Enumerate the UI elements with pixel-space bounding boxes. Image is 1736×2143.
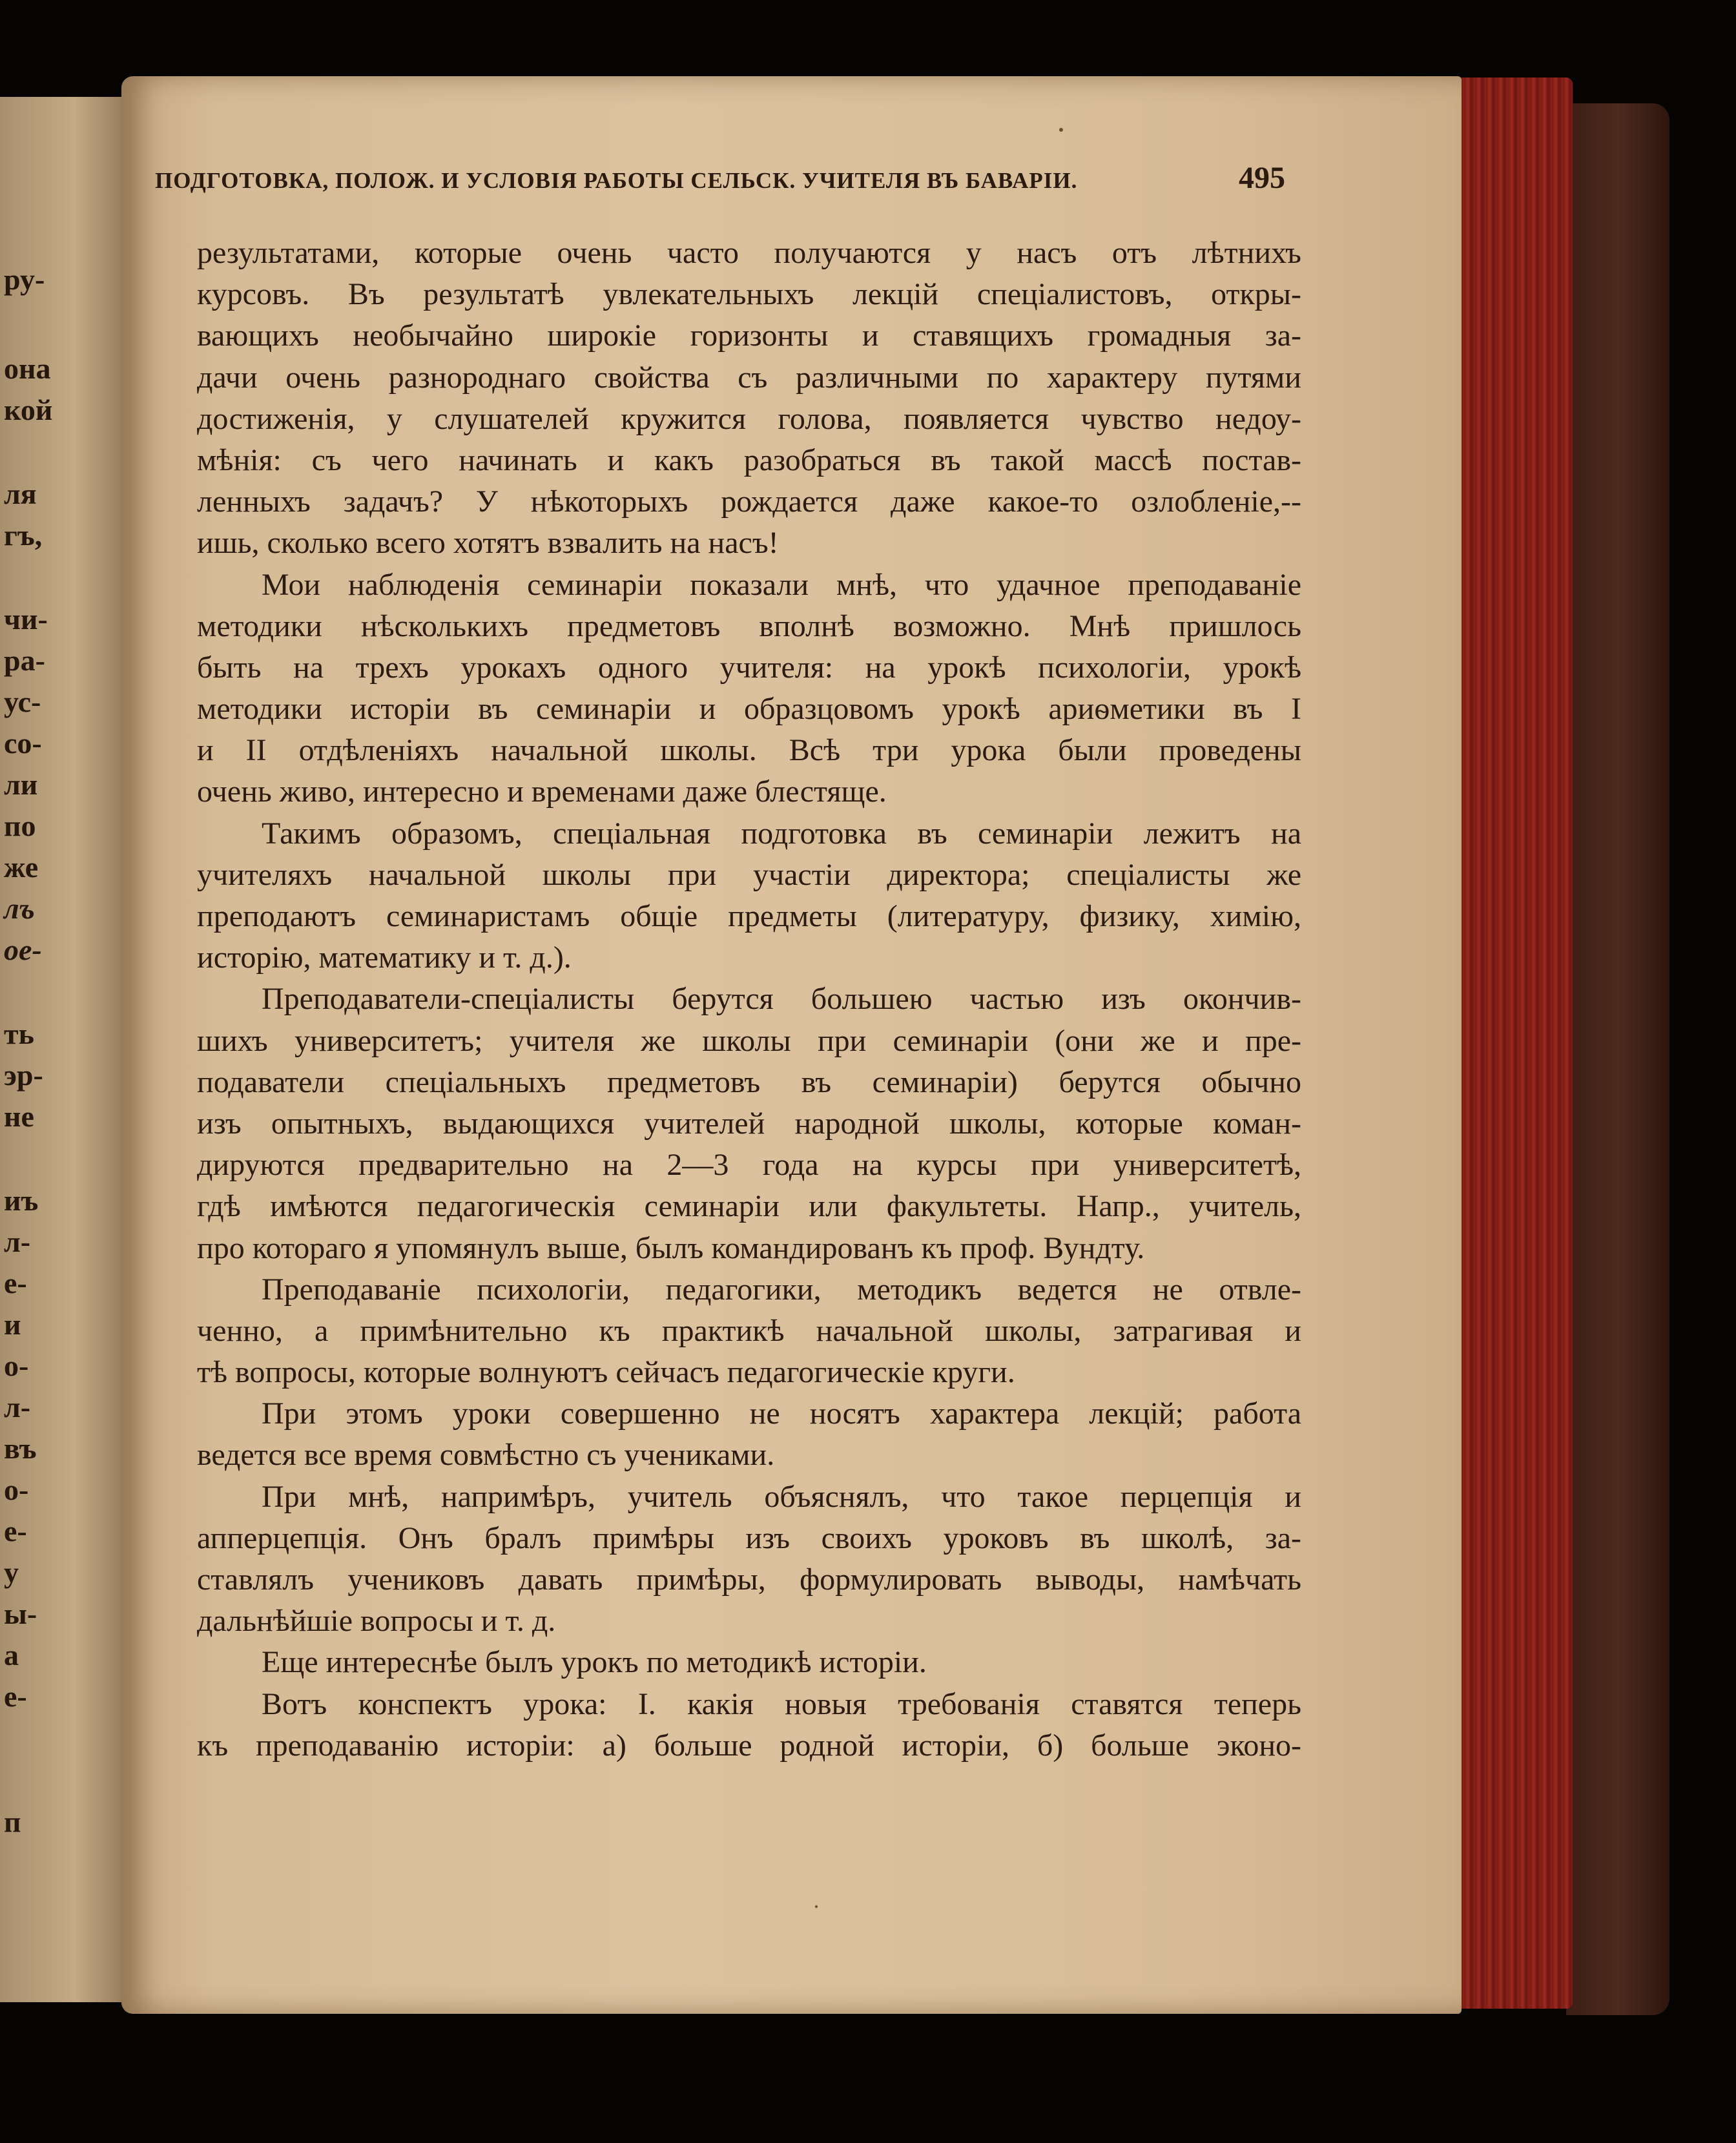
left-page-fragment: е-: [4, 1515, 27, 1548]
left-page-edge: [0, 97, 136, 2002]
left-page-fragment: а: [4, 1639, 19, 1672]
left-page-fragment: о-: [4, 1349, 29, 1382]
left-page-fragment: она: [4, 352, 51, 385]
left-page-fragment: е-: [4, 1267, 27, 1299]
left-page-fragment: л-: [4, 1225, 31, 1258]
left-page-fragment: же: [4, 851, 39, 884]
text-line: тѣ вопросы, которые волнуютъ сейчасъ педагогическіе круги.: [197, 1355, 1015, 1390]
text-line: къ преподаванію исторіи: а) больше родной исторіи, б) больше эконо-: [197, 1728, 1301, 1763]
left-page-fragment: гъ,: [4, 519, 43, 552]
text-line: изъ опытныхъ, выдающихся учителей народной школы, которые коман-: [197, 1106, 1301, 1141]
left-page-fragment: ру-: [4, 263, 45, 296]
text-line: методики исторіи въ семинаріи и образцовомъ урокѣ ариѳметики въ I: [197, 692, 1301, 727]
text-line: ставлялъ учениковъ давать примѣры, формулировать выводы, намѣчать: [197, 1562, 1301, 1597]
page-block-red-edge: [1453, 78, 1573, 2009]
left-page-fragment: ы-: [4, 1597, 37, 1630]
left-page-fragment: и: [4, 1308, 21, 1341]
left-page-fragment: лъ: [4, 892, 35, 925]
text-line: Еще интереснѣе былъ урокъ по методикѣ исторіи.: [262, 1645, 927, 1680]
left-page-fragment: л-: [4, 1391, 31, 1423]
text-line: исторію, математику и т. д.).: [197, 940, 572, 975]
text-line: мѣнія: съ чего начинать и какъ разобраться въ такой массѣ постав-: [197, 442, 1301, 477]
left-page-fragment: е-: [4, 1680, 27, 1713]
body-text: [197, 233, 1301, 1766]
left-page-fragment: ое-: [4, 933, 42, 966]
text-line: учителяхъ начальной школы при участіи директора; спеціалисты же: [197, 857, 1301, 892]
text-line: апперцепція. Онъ бралъ примѣры изъ своихъ уроковъ въ школѣ, за-: [197, 1520, 1301, 1555]
text-line: очень живо, интересно и временами даже блестяще.: [197, 774, 887, 809]
text-line: ведется все время совмѣстно съ учениками.: [197, 1438, 775, 1473]
left-page-fragment: кой: [4, 393, 53, 426]
text-line: ченно, а примѣнительно къ практикѣ начальной школы, затрагивая и: [197, 1313, 1301, 1348]
left-page-fragment: ус-: [4, 685, 41, 718]
text-line: результатами, которые очень часто получаются у насъ отъ лѣтнихъ: [197, 236, 1301, 270]
text-line: шихъ университетъ; учителя же школы при семинаріи (они же и пре-: [197, 1023, 1301, 1058]
text-line: гдѣ имѣются педагогическія семинаріи или факультеты. Напр., учитель,: [197, 1189, 1301, 1224]
text-line: Мои наблюденія семинаріи показали мнѣ, что удачное преподаваніе: [262, 567, 1301, 602]
paper-speck: [1059, 128, 1063, 132]
text-line: ленныхъ задачъ? У нѣкоторыхъ рождается даже какое-то озлобленіе,--: [197, 484, 1301, 519]
text-line: ишь, сколько всего хотятъ взвалить на насъ!: [197, 526, 779, 561]
left-page-fragment: эр-: [4, 1059, 43, 1092]
left-page-fragment: п: [4, 1805, 21, 1838]
text-line: Преподаваніе психологіи, педагогики, методикъ ведется не отвле-: [262, 1272, 1301, 1307]
text-line: дируются предварительно на 2—3 года на курсы при университетѣ,: [197, 1148, 1301, 1183]
left-page-fragment: ра-: [4, 644, 45, 677]
left-page-fragment: у: [4, 1556, 19, 1589]
left-page-fragment: не: [4, 1100, 34, 1133]
text-line: При мнѣ, напримѣръ, учитель объяснялъ, что такое перцепція и: [262, 1479, 1301, 1514]
left-page-fragment: ли: [4, 768, 38, 801]
running-head-title: ПОДГОТОВКА, ПОЛОЖ. И УСЛОВІЯ РАБОТЫ СЕЛЬСК. УЧИТЕЛЯ ВЪ БАВАРІИ.: [155, 168, 1078, 193]
text-line: курсовъ. Въ результатѣ увлекательныхъ лекцій спеціалистовъ, откры-: [197, 277, 1301, 312]
text-line: про котораго я упомянулъ выше, былъ командированъ къ проф. Вундту.: [197, 1230, 1145, 1265]
text-line: методики нѣсколькихъ предметовъ вполнѣ возможно. Мнѣ пришлось: [197, 608, 1301, 643]
text-line: вающихъ необычайно широкіе горизонты и ставящихъ громадныя за-: [197, 318, 1301, 353]
text-line: Вотъ конспектъ урока: I. какія новыя требованія ставятся теперь: [262, 1686, 1301, 1721]
text-line: достиженія, у слушателей кружится голова, появляется чувство недоу-: [197, 401, 1301, 436]
left-page-fragment: иъ: [4, 1184, 39, 1217]
paper-speck: [815, 1905, 818, 1908]
page-number: 495: [1239, 161, 1285, 195]
text-line: Преподаватели-спеціалисты берутся большею частью изъ окончив-: [262, 982, 1301, 1017]
left-page-fragment: ля: [4, 477, 37, 510]
left-page-fragment: въ: [4, 1432, 37, 1465]
text-line: дальнѣйшіе вопросы и т. д.: [197, 1604, 556, 1639]
text-line: и II отдѣленіяхъ начальной школы. Всѣ три урока были проведены: [197, 733, 1301, 768]
text-line: преподаютъ семинаристамъ общіе предметы (литературу, физику, химію,: [197, 899, 1301, 933]
left-page-fragment: о-: [4, 1473, 29, 1506]
text-line: При этомъ уроки совершенно не носятъ характера лекцій; работа: [262, 1396, 1301, 1431]
text-line: быть на трехъ урокахъ одного учителя: на урокѣ психологіи, урокѣ: [197, 650, 1301, 685]
book-cover-edge: [1566, 103, 1669, 2015]
text-line: подаватели спеціальныхъ предметовъ въ семинаріи) берутся обычно: [197, 1064, 1301, 1099]
text-line: Такимъ образомъ, спеціальная подготовка въ семинаріи лежитъ на: [262, 816, 1301, 851]
left-page-fragment: чи-: [4, 603, 48, 636]
running-head: [155, 160, 1285, 196]
text-line: дачи очень разнороднаго свойства съ различными по характеру путями: [197, 360, 1301, 395]
left-page-fragment: со-: [4, 727, 42, 760]
left-page-fragment: по: [4, 809, 36, 842]
left-page-fragment: ть: [4, 1017, 34, 1050]
